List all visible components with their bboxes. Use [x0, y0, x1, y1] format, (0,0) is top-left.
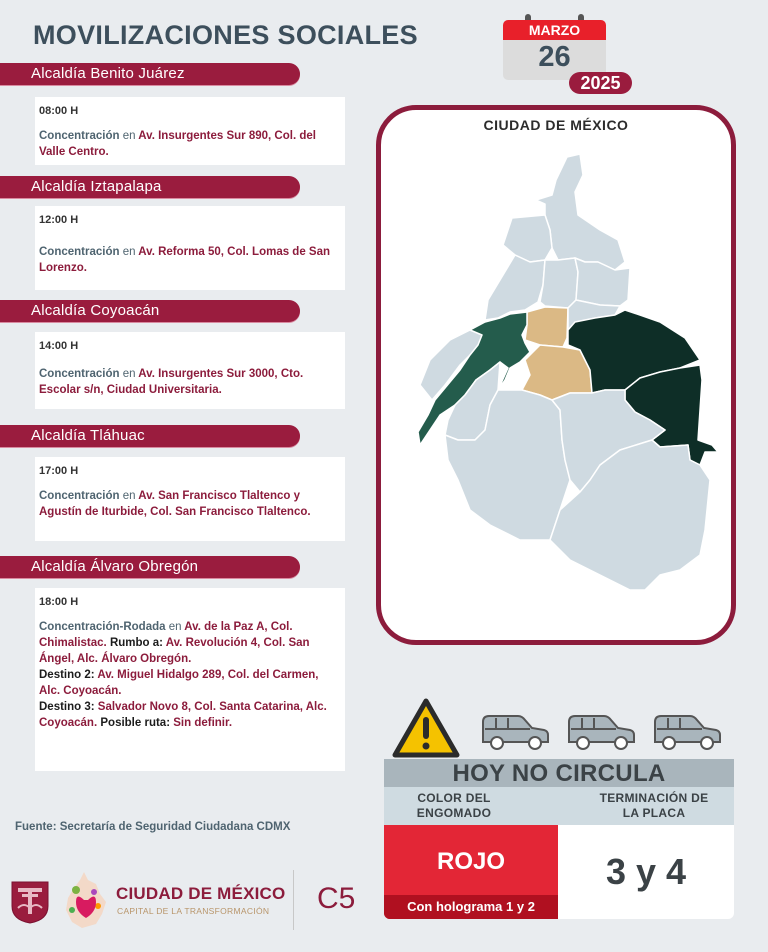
sticker-color-value: ROJO	[436, 848, 505, 875]
event-type: Concentración-Rodada	[39, 621, 166, 633]
event-description	[39, 366, 341, 398]
event-connector: en	[122, 368, 136, 380]
destination-2-label: Destino 2:	[39, 669, 95, 681]
event-description	[39, 128, 341, 160]
event-description	[39, 619, 341, 731]
event-location: Av. Reforma 50, Col. Lomas de San Lorenzo.	[39, 246, 331, 274]
event-card	[35, 206, 345, 290]
sticker-color-cell	[384, 825, 558, 919]
event-card	[35, 332, 345, 409]
alcaldia-label: Alcaldía Álvaro Obregón	[31, 558, 199, 575]
event-type: Concentración	[39, 130, 120, 142]
footer-logos	[10, 870, 360, 930]
possible-route-value: Sin definir.	[173, 717, 233, 729]
cdmx-map-panel	[376, 105, 736, 645]
event-time: 12:00 H	[39, 214, 79, 226]
alcaldia-header-benito-juarez	[0, 63, 300, 85]
brand-subtitle: CAPITAL DE LA TRANSFORMACIÓN	[117, 906, 270, 916]
car-icon	[480, 712, 550, 752]
hologram-note: Con holograma 1 y 2	[384, 895, 558, 919]
event-connector: en	[168, 621, 182, 633]
alcaldia-label: Alcaldía Benito Juárez	[31, 65, 185, 82]
page-title: MOVILIZACIONES SOCIALES	[33, 20, 418, 50]
possible-route-label: Posible ruta:	[100, 717, 171, 729]
destination-2-value: Av. Miguel Hidalgo 289, Col. del Carmen, Alc. Coyoacán.	[39, 669, 319, 697]
plate-header: TERMINACIÓN DE LA PLACA	[599, 791, 709, 820]
alcaldia-label: Alcaldía Tláhuac	[31, 427, 145, 444]
event-connector: en	[122, 130, 136, 142]
destination-3-value: Salvador Novo 8, Col. Santa Catarina, Alc. Coyoacán.	[39, 701, 327, 729]
map-region-benito-juarez	[525, 307, 568, 347]
event-description	[39, 488, 341, 520]
car-icon	[652, 712, 722, 752]
event-location: Av. Insurgentes Sur 890, Col. del Valle Centro.	[39, 130, 316, 158]
event-card	[35, 97, 345, 165]
alcaldia-header-iztapalapa	[0, 176, 300, 198]
route-value: Av. Revolución 4, Col. San Ángel, Alc. Álvaro Obregón.	[39, 637, 310, 665]
car-icon	[566, 712, 636, 752]
map-title: CIUDAD DE MÉXICO	[483, 117, 629, 133]
alcaldia-header-alvaro-obregon	[0, 556, 300, 578]
event-location: Av. Insurgentes Sur 3000, Cto. Escolar s/n, Ciudad Universitaria.	[39, 368, 304, 396]
alcaldia-header-tlahuac	[0, 425, 300, 447]
cdmx-map	[381, 110, 731, 640]
event-location: Av. de la Paz A, Col. Chimalistac.	[39, 621, 293, 649]
event-connector: en	[122, 490, 136, 502]
hoy-no-circula-values	[384, 825, 734, 919]
alcaldia-label: Alcaldía Iztapalapa	[31, 178, 162, 195]
hoy-no-circula-title: HOY NO CIRCULA	[384, 759, 734, 787]
route-label: Rumbo a:	[109, 637, 163, 649]
calendar-month: MARZO	[503, 20, 606, 40]
event-card	[35, 588, 345, 771]
c5-logo: C5	[317, 882, 356, 915]
event-type: Concentración	[39, 368, 120, 380]
cdmx-shield-icon	[10, 880, 50, 924]
hoy-no-circula-headers	[384, 787, 734, 825]
event-description	[39, 244, 341, 276]
source-text: Fuente: Secretaría de Seguridad Ciudadana CDMX	[15, 821, 291, 833]
event-card	[35, 457, 345, 541]
color-header: COLOR DEL ENGOMADO	[416, 791, 492, 820]
map-region-azcapotzalco	[503, 215, 552, 262]
cdmx-heart-logo	[62, 870, 108, 930]
event-location: Av. San Francisco Tlaltenco y Agustín de Iturbide, Col. San Francisco Tlaltenco.	[39, 490, 311, 518]
logo-divider	[293, 870, 294, 930]
plate-ending-value: 3 y 4	[558, 825, 734, 919]
event-time: 14:00 H	[39, 340, 79, 352]
warning-icon	[391, 697, 461, 761]
calendar-icon	[503, 14, 606, 80]
brand-title: CIUDAD DE MÉXICO	[116, 884, 286, 903]
event-connector: en	[122, 246, 136, 258]
event-time: 18:00 H	[39, 596, 79, 608]
map-region-cuauhtemoc	[540, 258, 578, 308]
event-type: Concentración	[39, 246, 120, 258]
event-type: Concentración	[39, 490, 120, 502]
hoy-no-circula-panel	[384, 759, 734, 919]
calendar-day: 26	[503, 40, 606, 80]
event-time: 08:00 H	[39, 105, 79, 117]
calendar-year: 2025	[569, 72, 632, 94]
event-time: 17:00 H	[39, 465, 79, 477]
destination-3-label: Destino 3:	[39, 701, 95, 713]
alcaldia-header-coyoacan	[0, 300, 300, 322]
alcaldia-label: Alcaldía Coyoacán	[31, 302, 160, 319]
